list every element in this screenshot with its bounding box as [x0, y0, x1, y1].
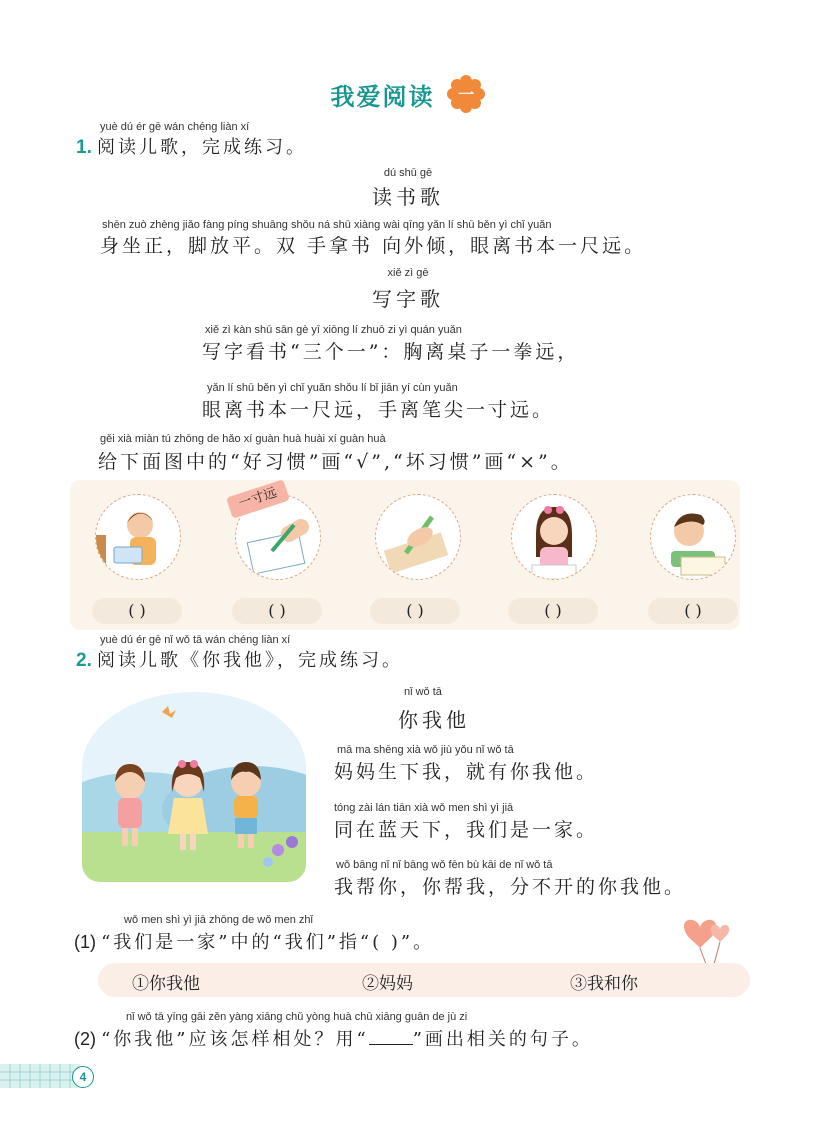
picture-girl-writing: [511, 494, 597, 580]
answer-paren-4[interactable]: ( ): [508, 598, 598, 624]
option-2[interactable]: ②妈妈: [362, 974, 413, 994]
sub2-text-a: “你我他”应该怎样相处？用“: [101, 1029, 369, 1050]
habit-pictures-panel: [70, 480, 740, 630]
page-header: [0, 74, 816, 114]
poem1-title: 读书歌: [372, 185, 444, 209]
poem3-line1-pinyin: mā ma shēng xià wǒ jiù yǒu nǐ wǒ tā: [337, 744, 514, 756]
poem2-title-pinyin: xiě zì gē: [387, 267, 429, 279]
q1-number: 1.: [76, 137, 92, 158]
page-title: 我爱阅读: [330, 82, 435, 111]
poem1-title-pinyin: dú shū gē: [383, 167, 433, 179]
answer-paren-5[interactable]: ( ): [648, 598, 738, 624]
q2-text: 阅读儿歌《你我他》，完成练习。: [96, 650, 403, 671]
instruction-pinyin: gěi xià miàn tú zhōng de hǎo xí guàn huà huài xí guàn huà: [100, 433, 386, 445]
boy-reading-illustration: [96, 495, 180, 579]
poem2-line2: 眼离书本一尺远，手离笔尖一寸远。: [202, 399, 555, 421]
poem2-title: 写字歌: [372, 287, 444, 311]
sub1-text: “我们是一家”中的“我们”指“( )”。: [101, 932, 435, 953]
page-number: 4: [72, 1066, 94, 1088]
sub2-underline-sample: [369, 1030, 413, 1045]
picture-boy-reading: [95, 494, 181, 580]
girl-writing-illustration: [512, 495, 596, 579]
answer-paren-1[interactable]: ( ): [92, 598, 182, 624]
q2-number: 2.: [76, 650, 92, 671]
picture-boy-head-down: [650, 494, 736, 580]
q1-pinyin: yuè dú ér gē wán chéng liàn xí: [100, 121, 250, 133]
poem3-line3: 我帮你，你帮我，分不开的你我他。: [334, 876, 687, 898]
sub1-options-bar: [98, 963, 750, 997]
one-inch-label: 一寸远: [226, 479, 290, 518]
flower-number-badge: [446, 74, 486, 114]
title-number: 一: [457, 85, 474, 104]
q1-heading: [76, 133, 307, 159]
boy-head-down-illustration: [651, 495, 735, 579]
poem3-line1: 妈妈生下我，就有你我他。: [334, 761, 599, 783]
pencil-grip-illustration: [376, 495, 460, 579]
q1-text: 阅读儿歌，完成练习。: [96, 137, 307, 158]
poem3-line2: 同在蓝天下，我们是一家。: [334, 819, 599, 841]
poem3-title-pinyin: nǐ wǒ tā: [404, 686, 442, 698]
q2-heading: [76, 646, 403, 672]
sub2-question: [74, 1025, 593, 1051]
q2-pinyin: yuè dú ér gē nǐ wǒ tā wán chéng liàn xí: [100, 634, 291, 646]
sub2-text-b: ”画出相关的句子。: [412, 1029, 593, 1050]
sub2-number: (2): [74, 1029, 96, 1049]
poem1-line: 身坐正，脚放平。双 手拿书 向外倾，眼离书本一尺远。: [100, 235, 647, 257]
three-kids-illustration: [82, 692, 306, 882]
answer-paren-2[interactable]: ( ): [232, 598, 322, 624]
poem2-line1: 写字看书“三个一”：胸离桌子一拳远，: [202, 341, 580, 363]
answer-paren-3[interactable]: ( ): [370, 598, 460, 624]
sub1-pinyin: wǒ men shì yì jiā zhōng de wǒ men zhǐ: [124, 914, 313, 926]
picture-pencil-grip: [375, 494, 461, 580]
sub1-number: (1): [74, 932, 96, 952]
option-1[interactable]: ①你我他: [132, 974, 200, 994]
kids-scene-illustration: [82, 692, 306, 882]
poem1-line-pinyin: shēn zuò zhèng jiǎo fàng píng shuāng shǒu ná shū xiàng wài qīng yǎn lí shū běn yì chǐ yuǎn: [102, 219, 552, 231]
poem3-title: 你我他: [398, 708, 470, 732]
poem3-line2-pinyin: tóng zài lán tiān xià wǒ men shì yì jiā: [334, 802, 514, 814]
poem3-line3-pinyin: wǒ bāng nǐ nǐ bāng wǒ fēn bù kāi de nǐ wǒ tā: [336, 859, 553, 871]
poem2-line1-pinyin: xiě zì kàn shū sān gè yī xiōng lí zhuō zi yì quán yuǎn: [205, 324, 462, 336]
poem2-line2-pinyin: yǎn lí shū běn yì chǐ yuǎn shǒu lí bǐ jiān yí cùn yuǎn: [207, 382, 458, 394]
sub2-pinyin: nǐ wǒ tā yīng gāi zěn yàng xiāng chǔ yòng huà chū xiāng guān de jù zi: [126, 1011, 468, 1023]
option-3[interactable]: ③我和你: [570, 974, 638, 994]
instruction-text: 给下面图中的“好习惯”画“√”,“坏习惯”画“×”。: [98, 451, 573, 473]
sub1-question: [74, 928, 434, 954]
